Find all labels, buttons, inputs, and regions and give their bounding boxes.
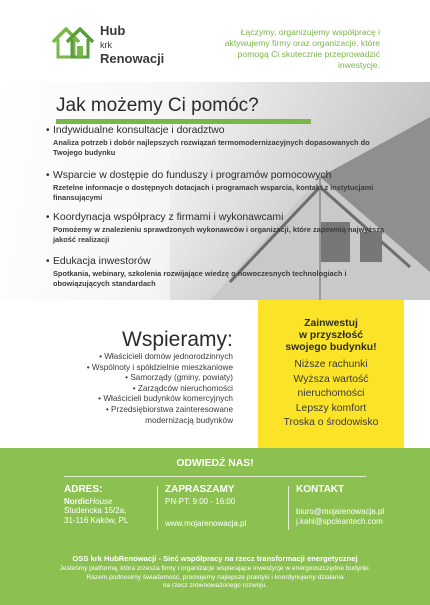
address-line: 31-116 Kaków, PL (64, 516, 129, 525)
header (0, 0, 430, 82)
email-link[interactable]: biuro@mojarenowacja.pl (296, 507, 385, 516)
contact-heading: KONTAKT (296, 484, 345, 495)
help-section (0, 82, 430, 300)
title-underline (56, 119, 311, 124)
list-item: • Właścicieli domów jednorodzinnych (99, 352, 233, 361)
benefit-item: nieruchomości (297, 388, 365, 399)
list-item: • Samorządy (gminy, powiaty) (125, 373, 233, 383)
bullet-icon: • (46, 256, 50, 267)
contact-column (296, 484, 416, 527)
support-list (13, 352, 233, 426)
help-item-title: Koordynacja współpracy z firmami i wykonawcami (53, 212, 284, 223)
help-item-desc: Spotkania, webinary, szkolenia rozwijające wiedzę o nowoczesnych technologiach i obowiązujących standardach (53, 269, 347, 288)
logo-text (100, 24, 164, 66)
help-item-title: Edukacja inwestorów (53, 256, 151, 267)
help-item-desc: Analiza potrzeb i dobór najlepszych rozwiązań termomodernizacyjnych dopasowanych do Twojego budynku (53, 138, 370, 157)
support-title: Wspieramy: (122, 328, 233, 351)
help-item-desc: Pomożemy w znalezieniu sprawdzonych wykonawców i organizacji, które zapewnią najwyższą jakość realizacji (53, 225, 385, 244)
invest-title (258, 318, 404, 354)
benefit-item: Wyższa wartość (293, 373, 369, 385)
benefit-item: Lepszy komfort (295, 402, 367, 414)
list-item: • Przedsiębiorstwa zainteresowane (105, 404, 233, 414)
help-item (46, 256, 386, 288)
address-column (64, 484, 154, 526)
help-item-title: Indywidualne konsultacje i doradztwo (53, 125, 225, 136)
invest-title-line: w przyszłość (298, 330, 364, 341)
hours-column (165, 484, 275, 529)
venue-name-bold: Nordic (64, 497, 90, 506)
bullet-icon: • (46, 125, 50, 136)
bullet-icon: • (46, 212, 50, 223)
invest-title-line: swojego budynku! (285, 342, 377, 353)
divider (157, 486, 158, 530)
logo (50, 20, 180, 70)
list-item: modernizacją budynków (145, 415, 233, 425)
bullet-icon: • (46, 170, 50, 181)
list-item: • Zarządców nieruchomości (132, 383, 233, 393)
support-section (0, 300, 430, 448)
help-item (46, 125, 386, 157)
website-link[interactable]: www.mojarenowacja.pl (165, 519, 247, 528)
visit-heading: ODWIEDŹ NAS! (176, 458, 254, 469)
logo-line-3: Renowacji (100, 51, 165, 66)
address-heading: ADRES: (64, 484, 103, 495)
logo-line-2: krk (100, 40, 112, 50)
email-link[interactable]: j.kahl@spcleantech.com (296, 517, 383, 526)
divider (288, 486, 289, 530)
help-item-title: Wsparcie w dostępie do funduszy i programów pomocowych (53, 170, 332, 181)
description-line: na rzecz zrównoważonego rozwoju. (162, 582, 268, 590)
help-item (46, 212, 386, 244)
address-line: Studencka 15/2a, (64, 506, 127, 515)
description-line: Jesteśmy platformą, która zrzesza firmy i organizacje wspierające inwestycje w energooszczędne budynki. (59, 565, 371, 572)
list-item: • Właścicieli budynków komercyjnych (98, 394, 233, 404)
venue-name (64, 497, 154, 506)
benefits-list (258, 358, 404, 431)
tagline: Łączymy, organizujemy współpracę i aktywujemy firmy oraz organizacje, które pomogą Ci skutecznie przeprowadzić inwestycje. (224, 27, 380, 70)
list-item: • Wspólnoty i spółdzielnie mieszkaniowe (86, 362, 233, 372)
help-item-desc: Rzetelne informacje o dostępnych dotacjach i programach wsparcia, kontakt z instytucjami finansującymi (53, 183, 374, 202)
description-line: Razem podnosimy świadomość, promujemy najlepsze praktyki i koordynujemy działania (86, 573, 344, 581)
venue-name-italic: House (89, 497, 113, 506)
footer (0, 448, 430, 605)
help-item (46, 170, 386, 202)
house-logo-icon (50, 24, 96, 60)
benefit-item: Niższe rachunki (294, 359, 368, 370)
network-title: OSS krk HubRenowacji - Sieć współpracy na rzecz transformacji energetycznej (72, 554, 358, 563)
divider (64, 476, 366, 477)
invest-title-line: Zainwestuj (304, 318, 358, 329)
logo-line-1: Hub (100, 23, 126, 38)
hours-heading: ZAPRASZAMY (165, 484, 235, 495)
opening-hours: PN-PT: 9:00 - 16:00 (165, 497, 236, 506)
help-title: Jak możemy Ci pomóc? (56, 95, 259, 116)
network-description (20, 565, 410, 591)
benefit-item: Troska o środowisko (283, 417, 379, 428)
invest-box (258, 300, 404, 448)
